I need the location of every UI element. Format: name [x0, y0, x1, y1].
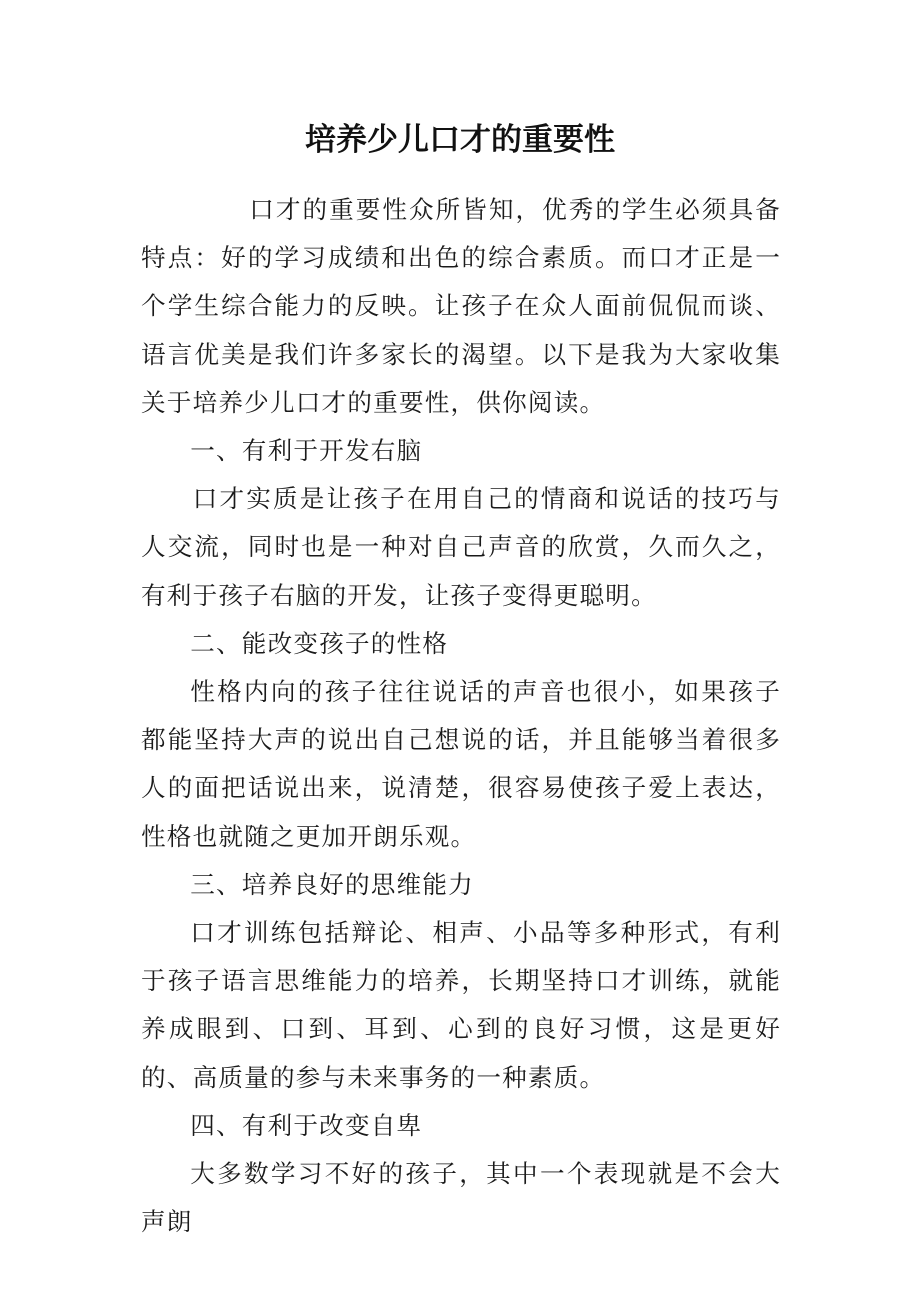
- section-heading-4: 四、有利于改变自卑: [190, 1110, 423, 1140]
- section-heading-1: 一、有利于开发右脑: [190, 436, 423, 466]
- section-body-4: 大多数学习不好的孩子，其中一个表现就是不会大声朗: [141, 1159, 781, 1237]
- section-body-1: 口才实质是让孩子在用自己的情商和说话的技巧与人交流，同时也是一种对自己声音的欣赏，久而久之，有利于孩子右脑的开发，让孩子变得更聪明。: [141, 484, 781, 610]
- section-heading-2: 二、能改变孩子的性格: [190, 628, 449, 658]
- intro-paragraph: 口才的重要性众所皆知，优秀的学生必须具备特点：好的学习成绩和出色的综合素质。而口才正是一个学生综合能力的反映。让孩子在众人面前侃侃而谈、语言优美是我们许多家长的渴望。以下是我为大家收集关于培养少儿口才的重要性，供你阅读。: [141, 195, 781, 417]
- section-heading-3: 三、培养良好的思维能力: [190, 869, 474, 899]
- section-body-3: 口才训练包括辩论、相声、小品等多种形式，有利于孩子语言思维能力的培养，长期坚持口才训练，就能养成眼到、口到、耳到、心到的良好习惯，这是更好的、高质量的参与未来事务的一种素质。: [141, 918, 781, 1092]
- section-body-2: 性格内向的孩子往往说话的声音也很小，如果孩子都能坚持大声的说出自己想说的话，并且能够当着很多人的面把话说出来，说清楚，很容易使孩子爱上表达，性格也就随之更加开朗乐观。: [141, 677, 781, 851]
- document-body: [141, 186, 781, 1246]
- document-title: 培养少儿口才的重要性: [305, 122, 615, 158]
